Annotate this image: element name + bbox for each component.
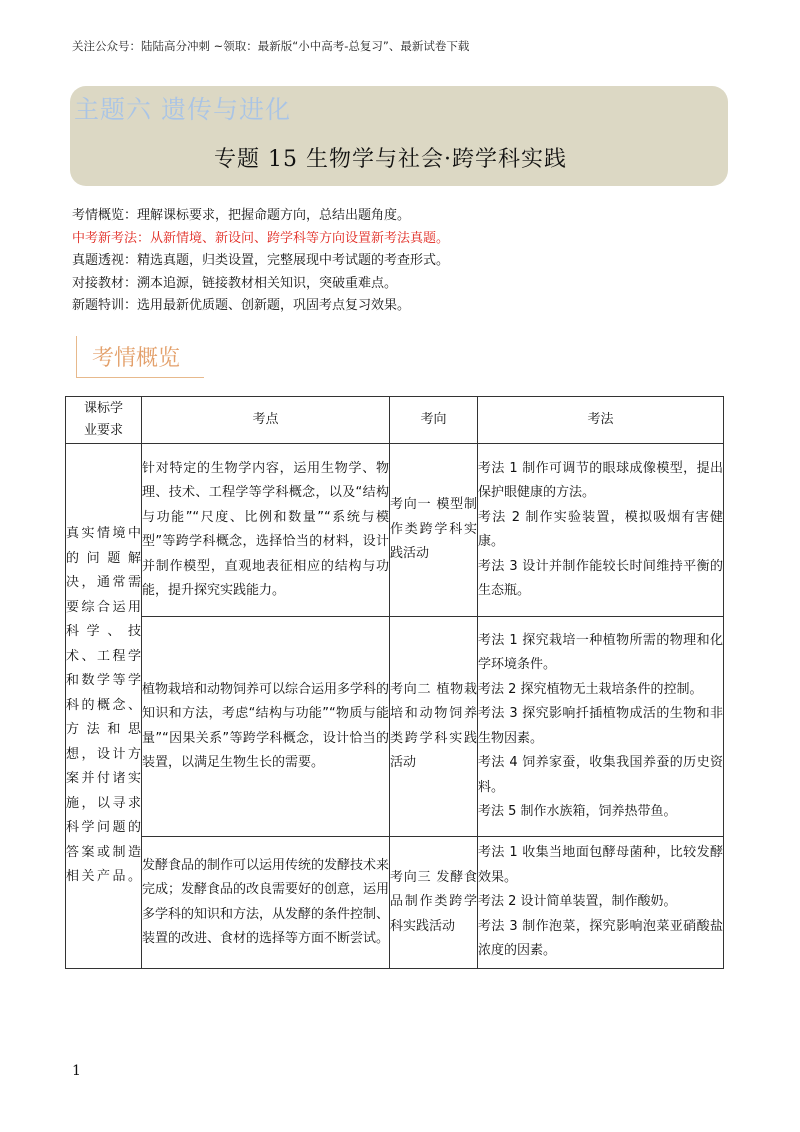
method-item: 考法 1 探究栽培一种植物所需的物理和化学环境条件。 bbox=[478, 632, 723, 672]
method-item: 考法 3 设计并制作能较长时间维持平衡的生态瓶。 bbox=[478, 558, 723, 598]
table-row bbox=[66, 444, 724, 617]
method-cell bbox=[478, 617, 724, 837]
header-note: 关注公众号：陆陆高分冲刺 ~领取：最新版“小中高考-总复习”、最新试卷下载 bbox=[72, 39, 470, 53]
table-row bbox=[66, 837, 724, 969]
method-item: 考法 2 制作实验装置，模拟吸烟有害健康。 bbox=[478, 509, 723, 549]
direction-cell: 考向二 植物栽培和动物饲养类跨学科实践活动 bbox=[390, 617, 478, 837]
section-heading-underline bbox=[76, 377, 204, 378]
intro-line-real-questions: 真题透视：精选真题，归类设置，完整展现中考试题的考查形式。 bbox=[72, 253, 450, 268]
method-cell bbox=[478, 444, 724, 617]
point-cell: 植物栽培和动物饲养可以综合运用多学科的知识和方法，考虑“结构与功能”“物质与能量”“因果关系”等跨学科概念，设计恰当的装置，以满足生物生长的需要。 bbox=[142, 617, 390, 837]
method-item: 考法 4 饲养家蚕，收集我国养蚕的历史资料。 bbox=[478, 755, 723, 795]
table-header-row bbox=[66, 397, 724, 444]
intro-line-training: 新题特训：选用最新优质题、创新题，巩固考点复习效果。 bbox=[72, 298, 411, 313]
intro-line-new-methods: 中考新考法：从新情境、新设问、跨学科等方向设置新考法真题。 bbox=[72, 230, 450, 246]
theme-title: 主题六 遗传与进化 bbox=[74, 95, 291, 124]
method-item: 考法 1 制作可调节的眼球成像模型，提出保护眼健康的方法。 bbox=[478, 460, 723, 500]
intro-line-textbook: 对接教材：溯本追源，链接教材相关知识，突破重难点。 bbox=[72, 275, 398, 291]
header-direction: 考向 bbox=[390, 397, 478, 444]
method-item: 考法 1 收集当地面包酵母菌种，比较发酵效果。 bbox=[478, 845, 723, 885]
method-item: 考法 2 探究植物无土栽培条件的控制。 bbox=[478, 681, 703, 697]
point-cell: 针对特定的生物学内容，运用生物学、物理、技术、工程学等学科概念，以及“结构与功能”“尺度、比例和数量”“系统与模型”等跨学科概念，选择恰当的材料，设计并制作模型，直观地表征相应的结构与功能，提升探究实践能力。 bbox=[142, 444, 390, 617]
point-cell: 发酵食品的制作可以运用传统的发酵技术来完成；发酵食品的改良需要好的创意，运用多学科的知识和方法，从发酵的条件控制、装置的改进、食材的选择等方面不断尝试。 bbox=[142, 837, 390, 969]
method-cell bbox=[478, 837, 724, 969]
method-item: 考法 3 探究影响扦插植物成活的生物和非生物因素。 bbox=[478, 706, 723, 746]
direction-cell: 考向一 模型制作类跨学科实践活动 bbox=[390, 444, 478, 617]
direction-cell: 考向三 发酵食品制作类跨学科实践活动 bbox=[390, 837, 478, 969]
section-heading-vertical-rule bbox=[76, 336, 77, 378]
header-method: 考法 bbox=[478, 397, 724, 444]
standard-cell: 真实情境中的问题解决，通常需要综合运用科学、技术、工程学和数学等学科的概念、方法和思想，设计方案并付诸实施，以寻求科学问题的答案或制造相关产品。 bbox=[66, 444, 142, 969]
intro-line-overview: 考情概览：理解课标要求，把握命题方向，总结出题角度。 bbox=[72, 208, 411, 223]
method-item: 考法 3 制作泡菜，探究影响泡菜亚硝酸盐浓度的因素。 bbox=[478, 918, 723, 959]
page-number: 1 bbox=[72, 1063, 81, 1079]
table-row bbox=[66, 617, 724, 837]
section-heading bbox=[76, 336, 206, 380]
topic-title: 专题 15 生物学与社会·跨学科实践 bbox=[214, 147, 567, 172]
header-point: 考点 bbox=[142, 397, 390, 444]
exam-overview-table bbox=[65, 396, 724, 969]
intro-list bbox=[72, 205, 449, 318]
method-item: 考法 2 设计简单装置，制作酸奶。 bbox=[478, 894, 677, 910]
method-item: 考法 5 制作水族箱，饲养热带鱼。 bbox=[478, 804, 677, 819]
header-standard: 课标学业要求 bbox=[66, 397, 142, 444]
section-heading-text: 考情概览 bbox=[92, 346, 181, 371]
